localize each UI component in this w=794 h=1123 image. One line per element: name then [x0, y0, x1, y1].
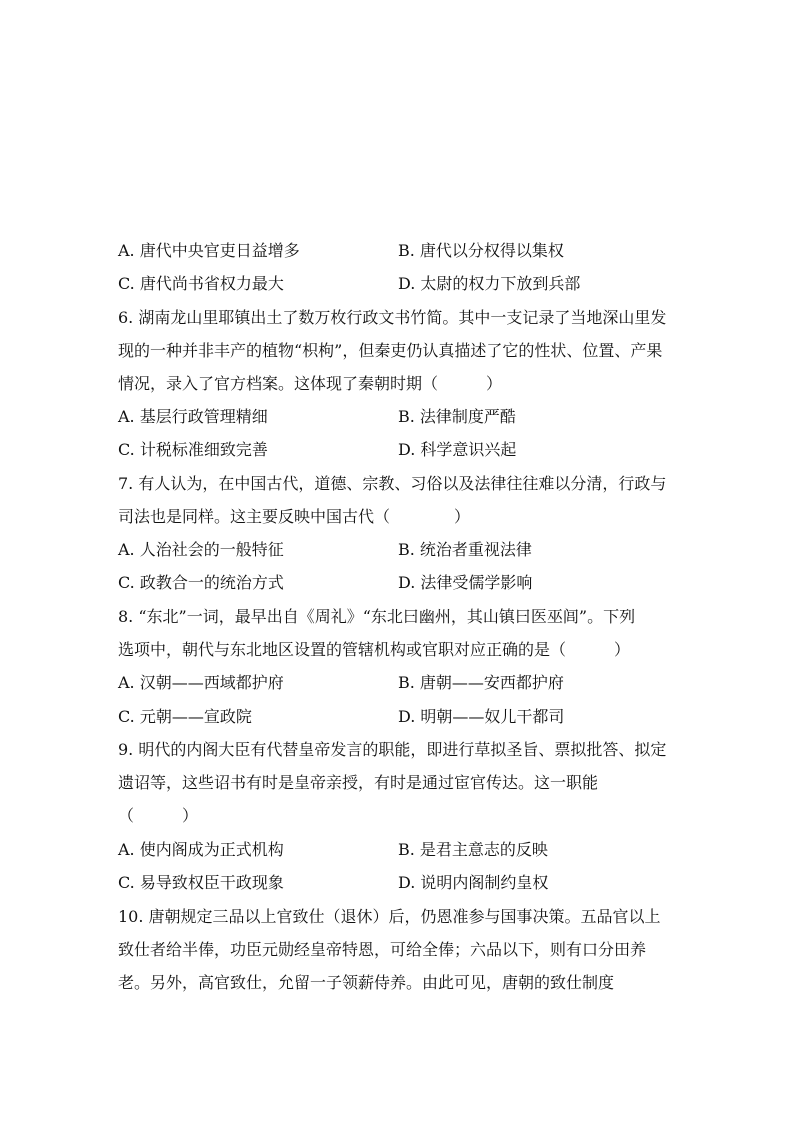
q8-option-c[interactable]: C. 元朝——宣政院	[118, 707, 252, 726]
q8-stem-line-1: 8. “东北”一词，最早出自《周礼》“东北曰幽州，其山镇曰医巫闾”。下列	[118, 607, 636, 626]
q9-stem-line-1: 9. 明代的内阁大臣有代替皇帝发言的职能，即进行草拟圣旨、票拟批答、拟定	[118, 740, 667, 759]
q6-option-b[interactable]: B. 法律制度严酷	[398, 407, 516, 426]
q5-option-d[interactable]: D. 太尉的权力下放到兵部	[398, 274, 581, 293]
q6-option-d[interactable]: D. 科学意识兴起	[398, 440, 517, 459]
q9-option-a[interactable]: A. 使内阁成为正式机构	[118, 840, 284, 859]
q9-option-b[interactable]: B. 是君主意志的反映	[398, 840, 548, 859]
q8-option-d[interactable]: D. 明朝——奴儿干都司	[398, 707, 565, 726]
q7-option-b[interactable]: B. 统治者重视法律	[398, 540, 532, 559]
q5-option-b[interactable]: B. 唐代以分权得以集权	[398, 241, 564, 260]
q7-option-d[interactable]: D. 法律受儒学影响	[398, 573, 533, 592]
q9-option-c[interactable]: C. 易导致权臣干政现象	[118, 873, 284, 892]
q5-option-a[interactable]: A. 唐代中央官吏日益增多	[118, 241, 300, 260]
q8-option-a[interactable]: A. 汉朝——西域都护府	[118, 673, 284, 692]
q8-stem-line-2: 选项中，朝代与东北地区设置的管辖机构或官职对应正确的是（ ）	[118, 640, 631, 659]
q9-stem-line-2: 遗诏等，这些诏书有时是皇帝亲授，有时是通过宦官传达。这一职能	[118, 773, 599, 792]
q7-option-a[interactable]: A. 人治社会的一般特征	[118, 540, 284, 559]
q7-stem-line-2: 司法也是同样。这主要反映中国古代（ ）	[118, 507, 471, 526]
q6-option-a[interactable]: A. 基层行政管理精细	[118, 407, 268, 426]
q7-option-c[interactable]: C. 政教合一的统治方式	[118, 573, 284, 592]
q6-option-c[interactable]: C. 计税标准细致完善	[118, 440, 268, 459]
q10-stem-line-1: 10. 唐朝规定三品以上官致仕（退休）后，仍恩准参与国事决策。五品官以上	[118, 907, 661, 926]
q6-stem-line-3: 情况，录入了官方档案。这体现了秦朝时期（ ）	[118, 374, 503, 393]
q10-stem-line-2: 致仕者给半俸，功臣元勋经皇帝特恩，可给全俸；六品以下，则有口分田养	[118, 940, 647, 959]
q8-option-b[interactable]: B. 唐朝——安西都护府	[398, 673, 564, 692]
q9-stem-line-3: （ ）	[118, 806, 199, 825]
q6-stem-line-1: 6. 湖南龙山里耶镇出土了数万枚行政文书竹简。其中一支记录了当地深山里发	[118, 308, 667, 327]
q5-option-c[interactable]: C. 唐代尚书省权力最大	[118, 274, 284, 293]
q10-stem-line-3: 老。另外，高官致仕，允留一子领薪侍养。由此可见，唐朝的致仕制度	[118, 973, 615, 992]
q6-stem-line-2: 现的一种并非丰产的植物“枳枸”，但秦吏仍认真描述了它的性状、位置、产果	[118, 341, 663, 360]
q9-option-d[interactable]: D. 说明内阁制约皇权	[398, 873, 549, 892]
q7-stem-line-1: 7. 有人认为，在中国古代，道德、宗教、习俗以及法律往往难以分清，行政与	[118, 474, 667, 493]
